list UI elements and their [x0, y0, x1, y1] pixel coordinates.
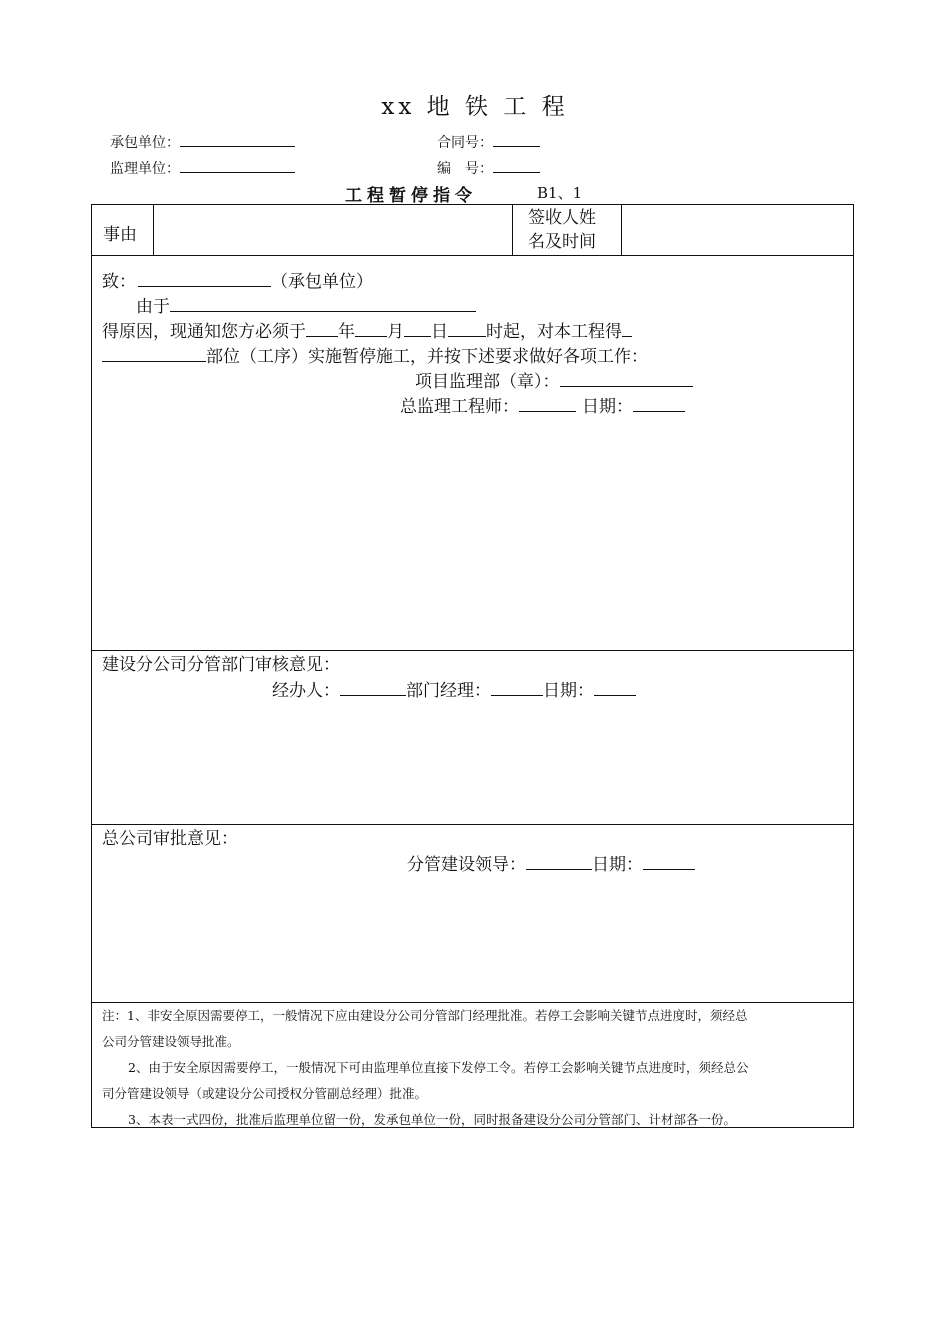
review-heading: 建设分公司分管部门审核意见： — [102, 655, 340, 675]
to-line — [102, 270, 373, 294]
to-label: 致： — [102, 272, 136, 292]
chief-engineer-line — [400, 395, 685, 419]
note-line-4: 司分管建设领导（或建设分公司授权分管副总经理）批准。 — [102, 1086, 428, 1101]
review-sign-line — [272, 679, 636, 703]
day-label: 日 — [431, 322, 448, 342]
contract-no-field — [437, 132, 540, 152]
serial-no-blank[interactable] — [493, 160, 540, 173]
receiver-label-line2: 名及时间 — [528, 232, 596, 252]
col-divider-2 — [512, 205, 513, 256]
review-date-label: 日期： — [543, 681, 594, 701]
receiver-input[interactable] — [623, 206, 853, 254]
leader-blank[interactable] — [526, 855, 592, 870]
supervisor-blank[interactable] — [180, 160, 295, 173]
part-text: 部位（工序）实施暂停施工，并按下述要求做好各项工作： — [206, 347, 648, 367]
contract-no-label: 合同号： — [437, 135, 493, 151]
year-blank[interactable] — [306, 322, 338, 337]
due-to-blank[interactable] — [170, 297, 476, 312]
dept-seal-label: 项目监理部（章）： — [415, 372, 560, 392]
suspension-order-table — [91, 204, 854, 1128]
row-divider-2 — [92, 650, 853, 651]
contractor-blank[interactable] — [180, 134, 295, 147]
part-blank-start[interactable] — [622, 322, 632, 337]
reason-label: 事由 — [103, 225, 137, 245]
form-title: 工程暂停指令 — [345, 186, 477, 206]
due-to-line — [136, 295, 476, 319]
notes-block — [102, 1003, 845, 1133]
row-divider-3 — [92, 824, 853, 825]
handler-blank[interactable] — [340, 681, 406, 696]
approval-date-blank[interactable] — [643, 855, 695, 870]
dept-seal-line — [415, 370, 693, 394]
col-divider-3 — [621, 205, 622, 256]
reason-input[interactable] — [154, 206, 511, 254]
contract-no-blank[interactable] — [493, 134, 540, 147]
contractor-field — [110, 132, 295, 152]
handler-label: 经办人： — [272, 681, 340, 701]
approval-date-label: 日期： — [592, 855, 643, 875]
document-title: xx 地 铁 工 程 — [381, 94, 569, 120]
chief-date-blank[interactable] — [633, 397, 685, 412]
form-code: B1、1 — [537, 184, 583, 202]
month-label: 月 — [387, 322, 404, 342]
hour-blank[interactable] — [448, 322, 486, 337]
receiver-label-line1: 签收人姓 — [528, 208, 596, 228]
serial-no-label: 编 号： — [437, 161, 493, 177]
due-to-label: 由于 — [136, 297, 170, 317]
to-contractor-blank[interactable] — [138, 272, 271, 287]
receiver-label — [528, 206, 596, 254]
serial-no-field — [437, 158, 540, 178]
dept-seal-blank[interactable] — [560, 372, 693, 387]
note-line-5: 3、本表一式四份，批准后监理单位留一份，发承包单位一份，同时报备建设分公司分管部门、计材部各一份。 — [128, 1112, 736, 1127]
supervisor-label: 监理单位： — [110, 161, 180, 177]
chief-engineer-blank[interactable] — [519, 397, 576, 412]
day-blank[interactable] — [404, 322, 431, 337]
supervisor-field — [110, 158, 295, 178]
chief-engineer-label: 总监理工程师： — [400, 397, 519, 417]
note-line-3: 2、由于安全原因需要停工，一般情况下可由监理单位直接下发停工令。若停工会影响关键节点进度时，须经总公 — [128, 1060, 749, 1075]
part-line — [102, 345, 648, 369]
note-line-1: 注：1、非安全原因需要停工，一般情况下应由建设分公司分管部门经理批准。若停工会影响关键节点进度时，须经总 — [102, 1008, 748, 1023]
to-suffix: （承包单位） — [271, 272, 373, 292]
time-text-a: 得原因，现通知您方必须于 — [102, 322, 306, 342]
review-date-blank[interactable] — [594, 681, 636, 696]
note-line-2: 公司分管建设领导批准。 — [102, 1034, 240, 1049]
manager-label: 部门经理： — [406, 681, 491, 701]
part-blank[interactable] — [102, 347, 206, 362]
row-divider-1 — [92, 255, 853, 256]
manager-blank[interactable] — [491, 681, 543, 696]
leader-label: 分管建设领导： — [407, 855, 526, 875]
time-line — [102, 320, 632, 344]
chief-date-label: 日期： — [582, 397, 633, 417]
approval-heading: 总公司审批意见： — [102, 829, 238, 849]
approval-sign-line — [407, 853, 695, 877]
time-text-b: 时起，对本工程得 — [486, 322, 622, 342]
year-label: 年 — [338, 322, 355, 342]
month-blank[interactable] — [355, 322, 387, 337]
contractor-label: 承包单位： — [110, 135, 180, 151]
